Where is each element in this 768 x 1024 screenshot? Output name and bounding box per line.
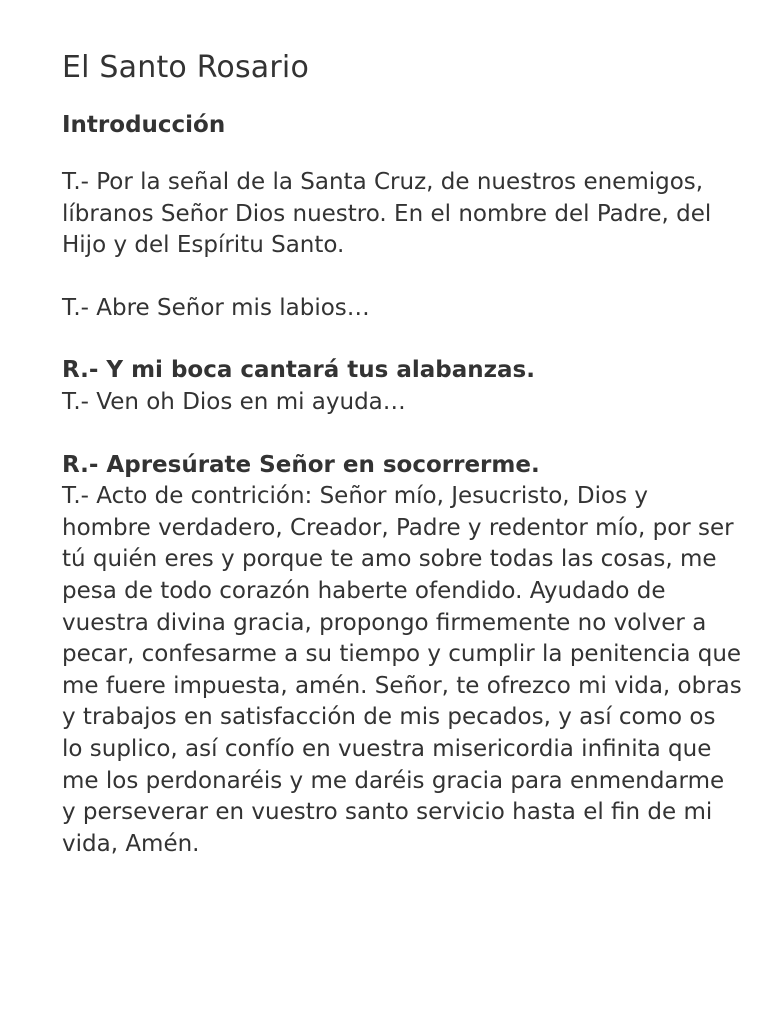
paragraph-act-of-contrition: T.- Acto de contrición: Señor mío, Jesucristo, Dios y hombre verdadero, Creador, Padre y redentor mío, por ser tú quién eres y porque te amo sobre todas las cosas, me pesa de todo corazón haberte ofendido. Ayudado de vuestra divina gracia, propongo firmemente no volver a pecar, confesarme a su tiempo y cumplir la penitencia que me fuere impuesta, amén. Señor, te ofrezco mi vida, obras y trabajos en satisfacción de mis pecados, y así como os lo suplico, así confío en vuestra misericordia infinita que me los perdonaréis y me daréis gracia para enmendarme y perseverar en vuestro santo servicio hasta el fin de mi vida, Amén.	[62, 483, 742, 857]
paragraph-sign-of-cross: T.- Por la señal de la Santa Cruz, de nuestros enemigos, líbranos Señor Dios nuestro. En el nombre del Padre, del Hijo y del Espíritu Santo.	[62, 169, 712, 259]
section-heading: Introducción	[62, 112, 226, 138]
response-hasten: R.- Apresúrate Señor en socorrerme.	[62, 451, 540, 478]
paragraph-come-god: T.- Ven oh Dios en mi ayuda…	[62, 388, 406, 415]
document-title: El Santo Rosario	[62, 50, 310, 85]
response-praises: R.- Y mi boca cantará tus alabanzas.	[62, 357, 535, 384]
document-page	[62, 48, 742, 860]
paragraph-open-lips: T.- Abre Señor mis labios…	[62, 294, 370, 321]
